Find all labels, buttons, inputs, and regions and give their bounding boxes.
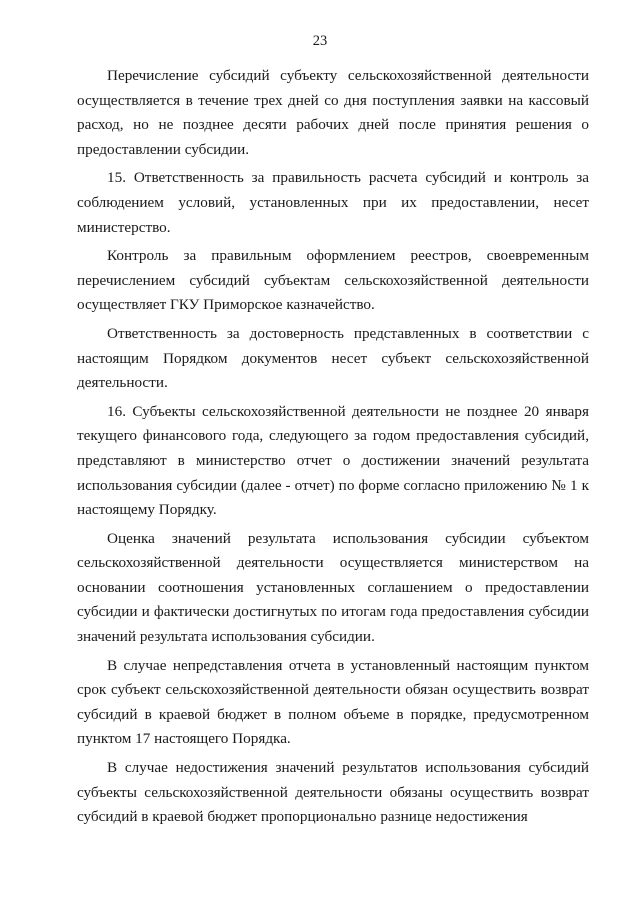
paragraph-result-assessment: Оценка значений результата использования субсидии субъектом сельскохозяйственной деятельности осуществляется министерством на основании соотношения установленных соглашением о предоставлении субсидии и фактически достигнутых по итогам года предоставления субсидии значений результата использования субсидии.: [77, 529, 589, 646]
paragraph-results-not-achieved: В случае недостижения значений результатов использования субсидий субъекты сельскохозяйственной деятельности обязаны осуществить возврат субсидий в краевой бюджет пропорционально разнице недостижения: [77, 759, 589, 826]
paragraph-transfer-subsidies: Перечисление субсидий субъекту сельскохозяйственной деятельности осуществляется в течение трех дней со дня поступления заявки на кассовый расход, но не позднее десяти рабочих дней после принятия решения о предоставлении субсидии.: [77, 67, 589, 158]
page-number: 23: [312, 33, 328, 49]
paragraph-registry-control: Контроль за правильным оформлением реестров, своевременным перечислением субсидий субъектам сельскохозяйственной деятельности осуществляет ГКУ Приморское казначейство.: [77, 247, 589, 314]
document-body: [77, 64, 589, 834]
paragraph-item-15-responsibility: 15. Ответственность за правильность расчета субсидий и контроль за соблюдением условий, установленных при их предоставлении, несет министерство.: [77, 169, 589, 236]
paragraph-report-not-submitted: В случае непредставления отчета в установленный настоящим пунктом срок субъект сельскохозяйственной деятельности обязан осуществить возврат субсидий в краевой бюджет в полном объеме в порядке, предусмотренном пунктом 17 настоящего Порядка.: [77, 656, 589, 748]
paragraph-item-16-report: 16. Субъекты сельскохозяйственной деятельности не позднее 20 января текущего финансового года, следующего за годом предоставления субсидий, представляют в министерство отчет о достижении значений результата использования субсидии (далее - отчет) по форме согласно приложению № 1 к настоящему Порядку.: [77, 402, 589, 519]
paragraph-document-reliability: Ответственность за достоверность представленных в соответствии с настоящим Порядком документов несет субъект сельскохозяйственной деятельности.: [77, 324, 589, 392]
